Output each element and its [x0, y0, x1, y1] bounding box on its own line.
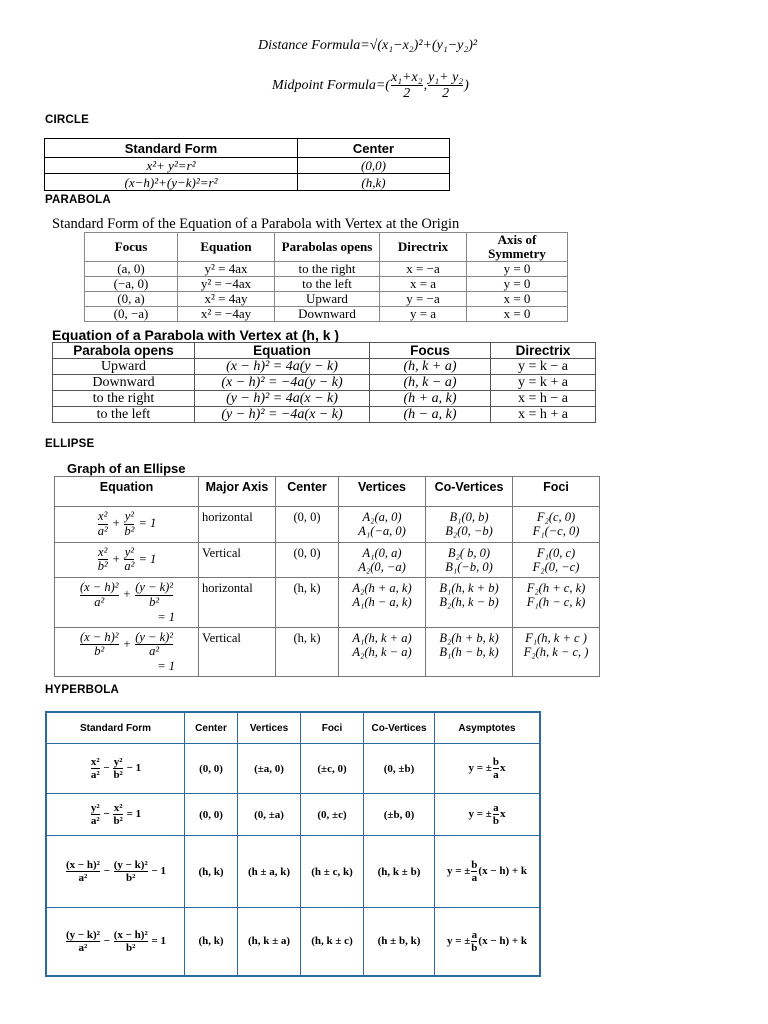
ellipse-heading: ELLIPSE — [45, 438, 95, 450]
operator: + — [111, 551, 121, 566]
parabola-cell-opens: Downward — [275, 307, 380, 322]
parabola-header-opens: Parabolas opens — [275, 233, 380, 262]
midpoint-y-denominator: 2 — [428, 85, 463, 101]
table-row — [85, 277, 568, 292]
co-vertex-1: B₂(h + b, k) — [439, 630, 499, 645]
vertex-1: A₁(0, a) — [362, 545, 402, 560]
ellipse-cell-equation — [55, 627, 199, 677]
parabola-cell-opens: to the left — [275, 277, 380, 292]
hyperbola-cell-co-vertices: (h, k ± b) — [364, 836, 435, 908]
ellipse-cell-center: (h, k) — [276, 627, 339, 677]
parabola-origin-caption: Standard Form of the Equation of a Parabola with Vertex at the Origin — [52, 216, 460, 232]
fraction-denominator: a² — [66, 871, 100, 884]
parabola-header-axis: Axis of Symmetry — [467, 233, 568, 262]
parabola-cell-focus: (0, a) — [85, 292, 178, 307]
hyperbola-cell-vertices: (0, ±a) — [238, 794, 301, 836]
ellipse-fraction — [135, 631, 173, 660]
ellipse-cell-center: (h, k) — [276, 578, 339, 628]
parabola2-cell-directrix: x = h − a — [491, 391, 596, 407]
ellipse-cell-center: (0, 0) — [276, 542, 339, 578]
parabola-header-equation: Equation — [178, 233, 275, 262]
vertex-1: A₁(h, k + a) — [352, 630, 412, 645]
fraction-numerator: (y − k)² — [135, 580, 174, 594]
ellipse-cell-co-vertices — [426, 542, 513, 578]
circle-cell-center: (h,k) — [298, 174, 450, 191]
parabola2-cell-focus: (h, k − a) — [370, 375, 491, 391]
hyperbola-header-co-vertices: Co-Vertices — [364, 712, 435, 744]
hyperbola-cell-equation — [46, 908, 185, 976]
fraction-denominator: b² — [124, 523, 135, 538]
fraction-denominator: a² — [90, 769, 100, 781]
circle-cell-form: (x−h)²+(y−k)²=r² — [45, 174, 298, 191]
fraction-numerator: (x − h)² — [65, 858, 100, 871]
focus-1: F₁(0, c) — [536, 545, 576, 560]
midpoint-y-fraction — [428, 70, 463, 102]
vertex-2: A₁(−a, 0) — [358, 524, 406, 538]
focus-1: F₁(h, k + c ) — [525, 630, 587, 645]
table-row — [55, 507, 600, 543]
focus-1: F₂(h + c, k) — [526, 581, 586, 595]
hyperbola-cell-center: (0, 0) — [185, 744, 238, 794]
ellipse-fraction — [124, 546, 134, 575]
co-vertex-2: B₁(−b, 0) — [445, 559, 493, 574]
hyperbola-header-asymptotes: Asymptotes — [435, 712, 541, 744]
focus-1: F₂(c, 0) — [536, 510, 576, 524]
fraction-denominator: b² — [114, 871, 148, 884]
ellipse-fraction — [98, 546, 108, 575]
hyperbola-cell-co-vertices: (±b, 0) — [364, 794, 435, 836]
parabola2-cell-directrix: y = k − a — [491, 359, 596, 375]
fraction-numerator: y² — [113, 755, 123, 768]
parabola-vertex-table — [52, 342, 596, 423]
fraction-denominator: b² — [97, 559, 108, 574]
fraction-denominator: a² — [66, 941, 100, 954]
focus-2: F₁(h − c, k) — [526, 595, 586, 609]
parabola-cell-directrix: y = −a — [380, 292, 467, 307]
midpoint-x-fraction — [391, 70, 423, 102]
parabola2-cell-equation: (x − h)² = −4a(y − k) — [195, 375, 370, 391]
parabola2-header-directrix: Directrix — [491, 343, 596, 359]
fraction-denominator: b — [471, 941, 478, 954]
vertex-2: A₂(0, −a) — [358, 559, 406, 574]
hyperbola-cell-co-vertices: (0, ±b) — [364, 744, 435, 794]
ellipse-header-center: Center — [276, 477, 339, 507]
table-row — [46, 836, 540, 908]
table-row — [46, 794, 540, 836]
hyperbola-cell-foci: (h, k ± c) — [301, 908, 364, 976]
asymptote-fraction — [471, 859, 477, 884]
hyperbola-fraction — [66, 859, 100, 884]
hyperbola-fraction — [66, 929, 100, 954]
circle-header-center: Center — [298, 139, 450, 158]
parabola-cell-axis: y = 0 — [467, 277, 568, 292]
table-row — [53, 375, 596, 391]
hyperbola-cell-foci: (±c, 0) — [301, 744, 364, 794]
circle-cell-form: x²+ y²=r² — [45, 158, 298, 174]
ellipse-cell-co-vertices — [426, 507, 513, 543]
fraction-denominator: a² — [90, 815, 100, 827]
equation-rhs: = 1 — [138, 551, 157, 566]
vertex-1: A₂(a, 0) — [362, 510, 402, 524]
equation-rhs: = 1 — [126, 808, 142, 821]
vertex-2: A₂(h, k − a) — [352, 644, 412, 659]
parabola-cell-axis: y = 0 — [467, 262, 568, 277]
fraction-denominator: a² — [135, 644, 173, 659]
parabola-cell-focus: (−a, 0) — [85, 277, 178, 292]
table-row — [85, 262, 568, 277]
table-row — [45, 158, 450, 174]
hyperbola-table — [45, 711, 541, 977]
ellipse-fraction — [80, 631, 119, 660]
equation-rhs: = 1 — [157, 609, 175, 624]
circle-cell-center: (0,0) — [298, 158, 450, 174]
hyperbola-cell-foci: (0, ±c) — [301, 794, 364, 836]
fraction-numerator: (x − h)² — [79, 629, 119, 644]
parabola-heading: PARABOLA — [45, 194, 111, 206]
fraction-denominator: b² — [80, 644, 119, 659]
fraction-numerator: (y − k)² — [113, 858, 148, 871]
operator: + — [122, 587, 132, 602]
parabola-cell-equation: y² = 4ax — [178, 262, 275, 277]
midpoint-separator: , — [423, 78, 428, 94]
midpoint-formula — [272, 70, 469, 102]
parabola-cell-focus: (a, 0) — [85, 262, 178, 277]
parabola-cell-axis: x = 0 — [467, 292, 568, 307]
ellipse-fraction — [80, 581, 119, 610]
ellipse-header-vertices: Vertices — [339, 477, 426, 507]
fraction-numerator: x² — [98, 544, 108, 559]
table-row — [45, 174, 450, 191]
ellipse-cell-co-vertices — [426, 578, 513, 628]
fraction-numerator: y² — [90, 801, 100, 814]
parabola2-header-equation: Equation — [195, 343, 370, 359]
hyperbola-header-standard-form: Standard Form — [46, 712, 185, 744]
table-row — [85, 307, 568, 322]
parabola2-cell-opens: Upward — [53, 359, 195, 375]
fraction-numerator: y² — [124, 544, 135, 559]
hyperbola-fraction — [91, 756, 100, 781]
fraction-denominator: a — [471, 872, 478, 884]
asymptote-fraction — [493, 802, 499, 827]
parabola-vertex-caption: Equation of a Parabola with Vertex at (h, k ) — [52, 327, 340, 343]
ellipse-cell-equation — [55, 542, 199, 578]
parabola-header-directrix: Directrix — [380, 233, 467, 262]
hyperbola-cell-asymptotes — [435, 836, 541, 908]
hyperbola-cell-asymptotes — [435, 794, 541, 836]
hyperbola-fraction — [113, 802, 122, 827]
co-vertex-1: B₁(h, k + b) — [439, 581, 499, 595]
vertex-2: A₁(h − a, k) — [352, 595, 412, 609]
table-row — [55, 627, 600, 677]
parabola-cell-focus: (0, −a) — [85, 307, 178, 322]
ellipse-cell-center: (0, 0) — [276, 507, 339, 543]
hyperbola-heading: HYPERBOLA — [45, 684, 120, 696]
fraction-numerator: (y − k)² — [65, 928, 100, 941]
equation-rhs: − 1 — [126, 762, 142, 775]
parabola-cell-axis: x = 0 — [467, 307, 568, 322]
fraction-numerator: (x − h)² — [113, 928, 148, 941]
parabola2-cell-opens: to the left — [53, 407, 195, 423]
fraction-denominator: b² — [113, 769, 123, 781]
asymptote-suffix: (x − h) + k — [478, 934, 528, 947]
hyperbola-cell-vertices: (±a, 0) — [238, 744, 301, 794]
fraction-numerator: x² — [98, 509, 108, 523]
parabola-cell-opens: Upward — [275, 292, 380, 307]
parabola-cell-equation: x² = 4ay — [178, 292, 275, 307]
asymptote-fraction — [493, 756, 499, 781]
asymptote-prefix: y = ± — [468, 808, 492, 821]
hyperbola-fraction — [114, 859, 148, 884]
asymptote-prefix: y = ± — [468, 762, 492, 775]
hyperbola-cell-center: (h, k) — [185, 836, 238, 908]
ellipse-caption: Graph of an Ellipse — [67, 461, 186, 476]
parabola2-cell-focus: (h + a, k) — [370, 391, 491, 407]
fraction-denominator: b — [492, 815, 499, 827]
asymptote-suffix: x — [499, 762, 506, 775]
midpoint-x-numerator: x₁+x₂ — [390, 70, 423, 85]
equation-rhs: = 1 — [157, 659, 175, 673]
parabola2-cell-directrix: x = h + a — [491, 407, 596, 423]
hyperbola-cell-equation — [46, 794, 185, 836]
operator: + — [111, 516, 121, 531]
hyperbola-cell-equation — [46, 836, 185, 908]
midpoint-y-numerator: y₁+ y₂ — [428, 70, 464, 85]
ellipse-fraction — [98, 510, 108, 539]
hyperbola-header-foci: Foci — [301, 712, 364, 744]
fraction-denominator: b² — [114, 941, 148, 954]
hyperbola-cell-co-vertices: (h ± b, k) — [364, 908, 435, 976]
ellipse-header-major-axis: Major Axis — [199, 477, 276, 507]
fraction-denominator: b² — [135, 595, 173, 610]
fraction-numerator: a — [493, 801, 499, 814]
equation-rhs: = 1 — [151, 934, 167, 947]
ellipse-cell-axis: Vertical — [199, 542, 276, 578]
co-vertex-2: B₁(h − b, k) — [439, 644, 499, 659]
parabola2-cell-directrix: y = k + a — [491, 375, 596, 391]
operator: − — [103, 762, 110, 775]
asymptote-suffix: x — [499, 808, 506, 821]
parabola2-cell-equation: (x − h)² = 4a(y − k) — [195, 359, 370, 375]
table-row — [55, 542, 600, 578]
parabola-cell-equation: x² = −4ay — [178, 307, 275, 322]
fraction-denominator: a² — [97, 523, 108, 538]
parabola2-header-focus: Focus — [370, 343, 491, 359]
equation-rhs: = 1 — [138, 516, 157, 531]
table-row — [85, 292, 568, 307]
asymptote-prefix: y = ± — [446, 934, 471, 947]
ellipse-cell-axis: horizontal — [199, 507, 276, 543]
hyperbola-fraction — [114, 929, 148, 954]
ellipse-fraction — [124, 510, 134, 539]
circle-header-standard-form: Standard Form — [45, 139, 298, 158]
hyperbola-header-center: Center — [185, 712, 238, 744]
ellipse-cell-vertices — [339, 627, 426, 677]
ellipse-cell-vertices — [339, 578, 426, 628]
fraction-numerator: x² — [113, 801, 123, 814]
ellipse-cell-foci — [513, 542, 600, 578]
ellipse-cell-vertices — [339, 507, 426, 543]
equation-rhs: − 1 — [151, 865, 167, 878]
fraction-denominator: a² — [124, 559, 135, 574]
hyperbola-cell-center: (0, 0) — [185, 794, 238, 836]
focus-2: F₂(0, −c) — [532, 559, 580, 574]
asymptote-prefix: y = ± — [446, 865, 471, 878]
ellipse-cell-foci — [513, 578, 600, 628]
co-vertex-2: B₂(h, k − b) — [439, 595, 499, 609]
focus-2: F₂(h, k − c, ) — [523, 644, 589, 659]
operator: − — [103, 808, 110, 821]
co-vertex-1: B₂( b, 0) — [447, 545, 491, 560]
table-row — [53, 359, 596, 375]
hyperbola-header-vertices: Vertices — [238, 712, 301, 744]
parabola-cell-directrix: y = a — [380, 307, 467, 322]
midpoint-label: Midpoint Formula=( — [272, 78, 390, 94]
ellipse-cell-foci — [513, 627, 600, 677]
fraction-numerator: y² — [124, 509, 135, 523]
co-vertex-2: B₂(0, −b) — [445, 524, 493, 538]
table-row — [55, 578, 600, 628]
parabola2-header-opens: Parabola opens — [53, 343, 195, 359]
table-row — [46, 744, 540, 794]
fraction-denominator: a — [493, 769, 499, 781]
fraction-denominator: b² — [113, 815, 123, 827]
ellipse-header-foci: Foci — [513, 477, 600, 507]
hyperbola-cell-vertices: (h, k ± a) — [238, 908, 301, 976]
parabola2-cell-equation: (y − h)² = 4a(x − k) — [195, 391, 370, 407]
distance-formula: Distance Formula=√(x₁−x₂)²+(y₁−y₂)² — [258, 38, 478, 53]
hyperbola-cell-center: (h, k) — [185, 908, 238, 976]
table-row — [46, 908, 540, 976]
ellipse-cell-equation — [55, 578, 199, 628]
parabola-cell-directrix: x = a — [380, 277, 467, 292]
fraction-numerator: (x − h)² — [79, 580, 119, 594]
circle-table — [44, 138, 450, 191]
operator: − — [103, 934, 110, 947]
vertex-1: A₂(h + a, k) — [352, 581, 412, 595]
hyperbola-cell-equation — [46, 744, 185, 794]
asymptote-suffix: (x − h) + k — [478, 865, 528, 878]
hyperbola-cell-foci: (h ± c, k) — [301, 836, 364, 908]
ellipse-cell-vertices — [339, 542, 426, 578]
hyperbola-cell-asymptotes — [435, 744, 541, 794]
circle-heading: CIRCLE — [45, 114, 90, 126]
focus-2: F₁(−c, 0) — [532, 524, 580, 538]
parabola-cell-opens: to the right — [275, 262, 380, 277]
parabola-cell-directrix: x = −a — [380, 262, 467, 277]
table-row — [53, 407, 596, 423]
parabola-cell-equation: y² = −4ax — [178, 277, 275, 292]
fraction-numerator: a — [471, 928, 478, 941]
fraction-numerator: x² — [90, 755, 100, 768]
ellipse-table — [54, 476, 600, 677]
co-vertex-1: B₁(0, b) — [449, 510, 489, 524]
hyperbola-fraction — [113, 756, 122, 781]
parabola-origin-table — [84, 232, 568, 322]
midpoint-x-denominator: 2 — [391, 85, 423, 101]
parabola2-cell-opens: to the right — [53, 391, 195, 407]
hyperbola-cell-asymptotes — [435, 908, 541, 976]
parabola-header-focus: Focus — [85, 233, 178, 262]
parabola2-cell-focus: (h, k + a) — [370, 359, 491, 375]
asymptote-fraction — [471, 929, 477, 954]
parabola2-cell-opens: Downward — [53, 375, 195, 391]
parabola2-cell-equation: (y − h)² = −4a(x − k) — [195, 407, 370, 423]
operator: + — [122, 636, 132, 651]
fraction-denominator: a² — [80, 595, 119, 610]
ellipse-cell-axis: horizontal — [199, 578, 276, 628]
fraction-numerator: b — [471, 858, 478, 871]
hyperbola-fraction — [91, 802, 100, 827]
parabola2-cell-focus: (h − a, k) — [370, 407, 491, 423]
ellipse-fraction — [135, 581, 173, 610]
table-row — [53, 391, 596, 407]
operator: − — [103, 865, 110, 878]
hyperbola-cell-vertices: (h ± a, k) — [238, 836, 301, 908]
ellipse-cell-foci — [513, 507, 600, 543]
ellipse-cell-axis: Vertical — [199, 627, 276, 677]
ellipse-header-equation: Equation — [55, 477, 199, 507]
ellipse-cell-co-vertices — [426, 627, 513, 677]
fraction-numerator: (y − k)² — [135, 629, 174, 644]
ellipse-cell-equation — [55, 507, 199, 543]
midpoint-close: ) — [464, 78, 469, 94]
ellipse-header-co-vertices: Co-Vertices — [426, 477, 513, 507]
fraction-numerator: b — [492, 755, 499, 768]
